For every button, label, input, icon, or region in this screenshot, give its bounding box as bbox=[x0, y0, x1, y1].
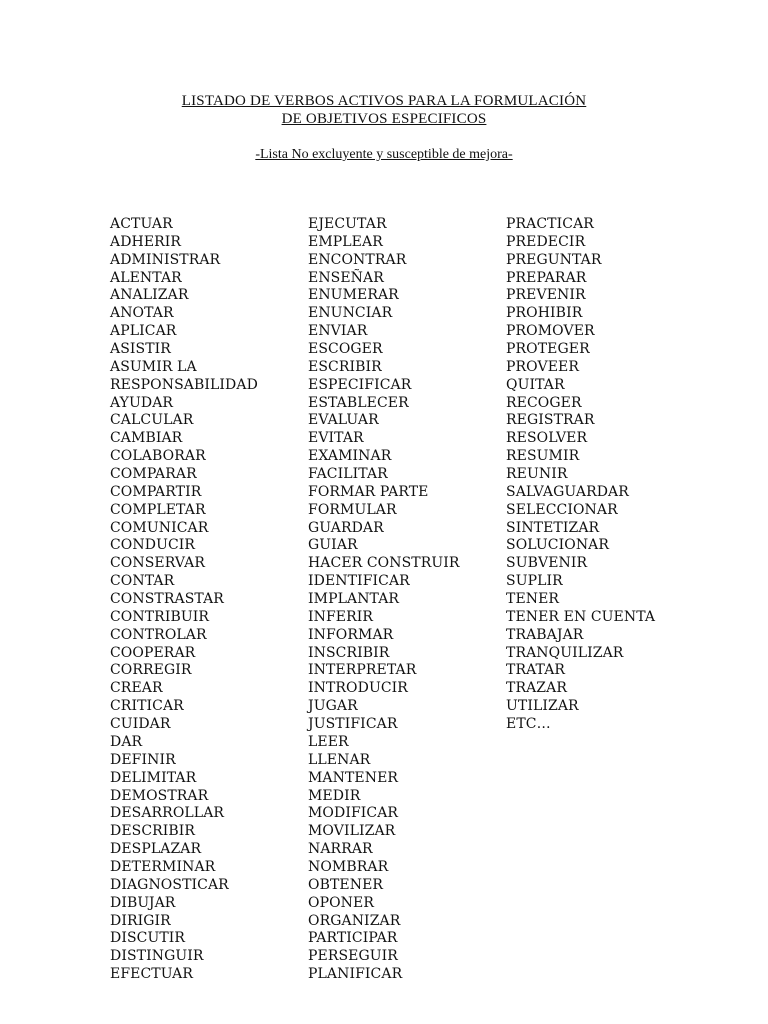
verb-item: TRATAR bbox=[506, 662, 566, 679]
verb-item: TRANQUILIZAR bbox=[506, 644, 624, 661]
verb-item: ASISTIR bbox=[110, 341, 171, 358]
verb-item: DAR bbox=[110, 733, 143, 750]
verb-item: REUNIR bbox=[506, 466, 568, 483]
verb-item: SALVAGUARDAR bbox=[506, 483, 629, 500]
verb-item: PRACTICAR bbox=[506, 216, 594, 232]
document-subtitle: -Lista No excluyente y susceptible de mejora- bbox=[255, 147, 513, 162]
verb-item: COMPLETAR bbox=[110, 501, 206, 518]
verb-item: DETERMINAR bbox=[110, 858, 216, 875]
verb-item: QUITAR bbox=[506, 376, 565, 393]
verb-item: FORMAR PARTE bbox=[308, 483, 429, 500]
verb-item: COLABORAR bbox=[110, 448, 206, 465]
verb-item: DELIMITAR bbox=[110, 769, 197, 786]
verb-item: PERSEGUIR bbox=[308, 948, 398, 965]
verb-item: SUPLIR bbox=[506, 573, 563, 590]
verb-item: COOPERAR bbox=[110, 644, 196, 661]
verb-item: ENUMERAR bbox=[308, 287, 399, 304]
verb-item: DIBUJAR bbox=[110, 894, 176, 911]
verb-item: INTERPRETAR bbox=[308, 662, 417, 679]
verb-item: EVITAR bbox=[308, 430, 364, 447]
verb-item: EFECTUAR bbox=[110, 966, 194, 983]
verb-item: PREVENIR bbox=[506, 287, 586, 304]
verb-item: ENSEÑAR bbox=[308, 269, 384, 286]
verb-item: DEFINIR bbox=[110, 751, 176, 768]
document-title-line1: LISTADO DE VERBOS ACTIVOS PARA LA FORMULACIÓN bbox=[181, 93, 587, 109]
verb-item: REGISTRAR bbox=[506, 412, 595, 429]
verb-item: ORGANIZAR bbox=[308, 912, 401, 929]
verb-item: EMPLEAR bbox=[308, 233, 383, 250]
verb-item: PREPARAR bbox=[506, 269, 587, 286]
verb-item: NOMBRAR bbox=[308, 858, 389, 875]
verb-item: MEDIR bbox=[308, 787, 361, 804]
verb-item: SINTETIZAR bbox=[506, 519, 600, 536]
verb-item: MANTENER bbox=[308, 769, 399, 786]
verb-item: CAMBIAR bbox=[110, 430, 183, 447]
verb-item: ACTUAR bbox=[110, 216, 173, 232]
verb-item: DISCUTIR bbox=[110, 930, 186, 947]
verb-item: ENCONTRAR bbox=[308, 251, 407, 268]
verb-item: MOVILIZAR bbox=[308, 823, 396, 840]
verb-item: LLENAR bbox=[308, 751, 371, 768]
verb-item: ANOTAR bbox=[110, 305, 174, 322]
verb-item: IDENTIFICAR bbox=[308, 573, 410, 590]
verb-item: COMUNICAR bbox=[110, 519, 209, 536]
verb-item: JUGAR bbox=[308, 698, 358, 715]
verb-item: RESUMIR bbox=[506, 448, 580, 465]
verb-item: TENER bbox=[506, 591, 560, 608]
verb-item: COMPARTIR bbox=[110, 483, 202, 500]
verb-item: COMPARAR bbox=[110, 466, 197, 483]
verb-item: EVALUAR bbox=[308, 412, 379, 429]
verb-item: TRABAJAR bbox=[506, 626, 584, 643]
verb-item: CONDUCIR bbox=[110, 537, 196, 554]
verb-column-1 bbox=[110, 216, 258, 984]
verb-item: INFORMAR bbox=[308, 626, 394, 643]
verb-item: GUIAR bbox=[308, 537, 358, 554]
verb-item: CONSERVAR bbox=[110, 555, 206, 572]
verb-item: ESTABLECER bbox=[308, 394, 409, 411]
verb-item: MODIFICAR bbox=[308, 805, 399, 822]
verb-item: ASUMIR LA bbox=[110, 358, 197, 375]
verb-item: CALCULAR bbox=[110, 412, 194, 429]
verb-item: RESOLVER bbox=[506, 430, 588, 447]
verb-item: FACILITAR bbox=[308, 466, 388, 483]
verb-item: FORMULAR bbox=[308, 501, 397, 518]
verb-item: SUBVENIR bbox=[506, 555, 588, 572]
verb-item: PREDECIR bbox=[506, 233, 586, 250]
verb-item: TENER EN CUENTA bbox=[506, 608, 656, 625]
verb-item: JUSTIFICAR bbox=[308, 716, 398, 733]
verb-column-3 bbox=[506, 216, 655, 734]
verb-item: EXAMINAR bbox=[308, 448, 392, 465]
verb-item: GUARDAR bbox=[308, 519, 384, 536]
verb-item: HACER CONSTRUIR bbox=[308, 555, 460, 572]
verb-item: PROHIBIR bbox=[506, 305, 583, 322]
verb-item: ANALIZAR bbox=[110, 287, 189, 304]
verb-item: INSCRIBIR bbox=[308, 644, 390, 661]
verb-item: RESPONSABILIDAD bbox=[110, 376, 258, 393]
verb-item: DESARROLLAR bbox=[110, 805, 225, 822]
verb-item: OBTENER bbox=[308, 876, 384, 893]
verb-item: CRITICAR bbox=[110, 698, 184, 715]
verb-item: ESCOGER bbox=[308, 341, 383, 358]
verb-item: OPONER bbox=[308, 894, 374, 911]
document-title-line2: DE OBJETIVOS ESPECIFICOS bbox=[281, 111, 487, 127]
verb-item: PROTEGER bbox=[506, 341, 590, 358]
verb-item: INFERIR bbox=[308, 608, 374, 625]
verb-item: DISTINGUIR bbox=[110, 948, 204, 965]
verb-item: DIAGNOSTICAR bbox=[110, 876, 229, 893]
verb-item: PROVEER bbox=[506, 358, 579, 375]
verb-item: ADMINISTRAR bbox=[110, 251, 221, 268]
verb-item: CONTAR bbox=[110, 573, 175, 590]
verb-item: SELECCIONAR bbox=[506, 501, 618, 518]
verb-column-2 bbox=[308, 216, 460, 984]
verb-item: ALENTAR bbox=[110, 269, 182, 286]
verb-item: CONSTRASTAR bbox=[110, 591, 224, 608]
verb-item: PARTICIPAR bbox=[308, 930, 398, 947]
verb-item: NARRAR bbox=[308, 841, 373, 858]
verb-item: CUIDAR bbox=[110, 716, 171, 733]
verb-item: INTRODUCIR bbox=[308, 680, 408, 697]
verb-item: CREAR bbox=[110, 680, 163, 697]
verb-item: LEER bbox=[308, 733, 349, 750]
verb-item: ADHERIR bbox=[110, 233, 182, 250]
verb-item: ENVIAR bbox=[308, 323, 368, 340]
verb-item: CORREGIR bbox=[110, 662, 192, 679]
verb-item: DIRIGIR bbox=[110, 912, 171, 929]
verb-item: DESCRIBIR bbox=[110, 823, 196, 840]
verb-item: APLICAR bbox=[110, 323, 177, 340]
verb-item: EJECUTAR bbox=[308, 216, 387, 232]
verb-item: TRAZAR bbox=[506, 680, 567, 697]
verb-item: ETC… bbox=[506, 716, 551, 733]
verb-item: PREGUNTAR bbox=[506, 251, 602, 268]
verb-item: ESPECIFICAR bbox=[308, 376, 412, 393]
verb-item: CONTRIBUIR bbox=[110, 608, 210, 625]
verb-item: ESCRIBIR bbox=[308, 358, 382, 375]
verb-item: CONTROLAR bbox=[110, 626, 207, 643]
verb-item: IMPLANTAR bbox=[308, 591, 400, 608]
verb-item: ENUNCIAR bbox=[308, 305, 393, 322]
verb-item: AYUDAR bbox=[110, 394, 174, 411]
verb-item: DEMOSTRAR bbox=[110, 787, 209, 804]
verb-item: UTILIZAR bbox=[506, 698, 579, 715]
verb-item: PROMOVER bbox=[506, 323, 595, 340]
verb-item: DESPLAZAR bbox=[110, 841, 202, 858]
verb-item: PLANIFICAR bbox=[308, 966, 403, 983]
verb-item: RECOGER bbox=[506, 394, 582, 411]
verb-item: SOLUCIONAR bbox=[506, 537, 610, 554]
